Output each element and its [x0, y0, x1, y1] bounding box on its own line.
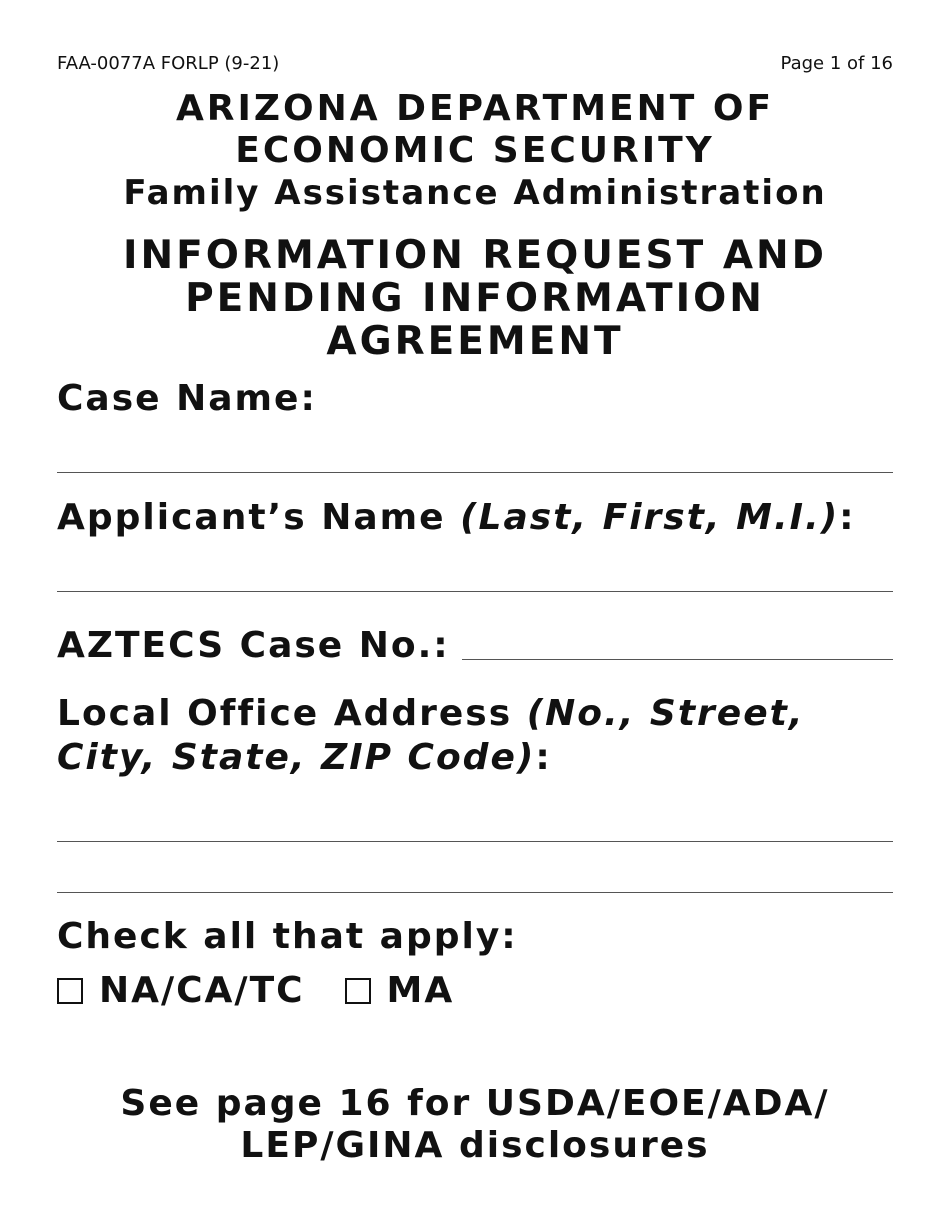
- address-colon: :: [535, 737, 552, 778]
- option-ma[interactable]: [345, 970, 455, 1011]
- disclosure-note: [60, 1083, 890, 1167]
- applicant-name-label-text: Applicant’s Name: [57, 497, 461, 538]
- applicant-name-field[interactable]: [57, 591, 893, 592]
- form-title-line-3: AGREEMENT: [326, 319, 624, 364]
- local-office-address-label: [57, 692, 857, 780]
- aztecs-case-no-label: AZTECS Case No.:: [57, 625, 450, 666]
- form-id: FAA-0077A FORLP (9-21): [57, 53, 280, 74]
- case-name-field[interactable]: [57, 472, 893, 473]
- option-na-ca-tc-label: NA/CA/TC: [99, 970, 305, 1011]
- department-name-line-1: ARIZONA DEPARTMENT OF: [175, 88, 775, 129]
- option-ma-label: MA: [386, 970, 455, 1011]
- aztecs-case-no-field[interactable]: [462, 659, 893, 660]
- checkbox-na-ca-tc[interactable]: [57, 978, 83, 1004]
- case-name-label: Case Name:: [57, 378, 317, 419]
- checkbox-ma[interactable]: [345, 978, 371, 1004]
- page-indicator: Page 1 of 16: [780, 53, 893, 74]
- disclosure-note-line-1: See page 16 for USDA/EOE/ADA/: [120, 1083, 830, 1124]
- address-hint: (No., Street, City, State, ZIP Code): [57, 693, 805, 778]
- address-field-line-2[interactable]: [57, 892, 893, 893]
- program-checkboxes: [57, 970, 454, 1011]
- applicant-name-hint: (Last, First, M.I.): [460, 497, 840, 538]
- check-all-heading: Check all that apply:: [57, 916, 518, 957]
- department-name-line-2: ECONOMIC SECURITY: [235, 130, 715, 171]
- address-label-text: Local Office Address: [57, 693, 527, 734]
- address-field-line-1[interactable]: [57, 841, 893, 842]
- applicant-name-label: [57, 497, 856, 538]
- title-block: [40, 88, 910, 363]
- applicant-name-colon: :: [839, 497, 856, 538]
- form-title-line-1: INFORMATION REQUEST AND: [122, 233, 828, 278]
- division-name: Family Assistance Administration: [123, 173, 827, 213]
- disclosure-note-line-2: LEP/GINA disclosures: [240, 1125, 710, 1166]
- form-title-line-2: PENDING INFORMATION: [185, 276, 765, 321]
- option-na-ca-tc[interactable]: [57, 970, 305, 1011]
